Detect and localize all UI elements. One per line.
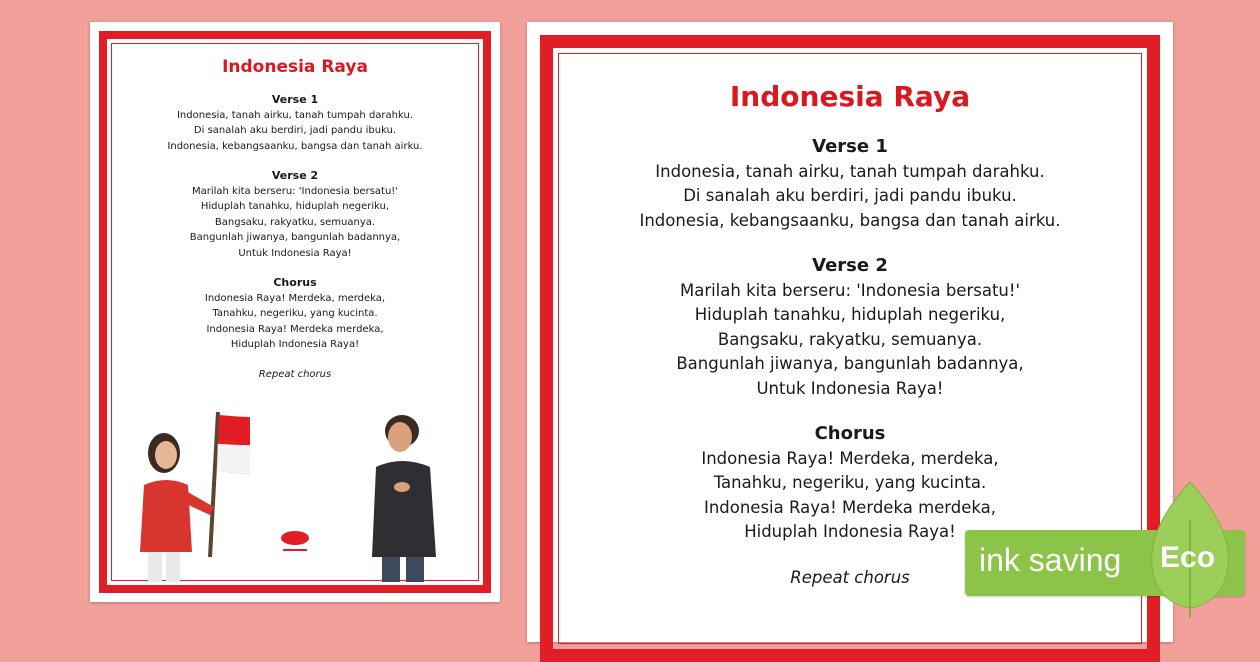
verse-line: Untuk Indonesia Raya! (756, 378, 944, 398)
eco-label: Eco (1160, 541, 1216, 574)
boy-illustration (370, 407, 440, 582)
chorus-line: Hiduplah Indonesia Raya! (744, 522, 956, 541)
chorus-line: Indonesia Raya! Merdeka merdeka, (206, 323, 384, 335)
verse-line: Di sanalah aku berdiri, jadi pandu ibuku. (193, 125, 397, 136)
chorus-line: Tanahku, negeriku, yang kucinta. (212, 308, 378, 319)
verse-line: Bangsaku, rakyatku, semuanya. (214, 216, 376, 228)
verse-line: Bangunlah jiwanya, bangunlah badannya, (189, 232, 401, 243)
chorus-line: Indonesia Raya! Merdeka, merdeka, (204, 292, 386, 304)
poster-preview-small (90, 22, 500, 602)
verse-line: Indonesia, kebangsaanku, bangsa dan tanah airku. (167, 140, 423, 152)
twinkl-logo-icon (275, 527, 315, 555)
repeat-note: Repeat chorus (258, 368, 332, 380)
ink-saving-label: ink saving (979, 542, 1122, 578)
chorus-line: Hiduplah Indonesia Raya! (230, 339, 360, 350)
verse2-heading: Verse 2 (812, 255, 888, 276)
girl-with-flag-illustration (130, 407, 250, 582)
verse-line: Indonesia, tanah airku, tanah tumpah darahku. (655, 161, 1045, 181)
poster-text-large (527, 79, 1173, 590)
poster-text-small (90, 56, 500, 382)
verse-line: Indonesia, tanah airku, tanah tumpah darahku. (176, 109, 414, 121)
chorus-line: Indonesia Raya! Merdeka, merdeka, (701, 448, 999, 468)
repeat-note: Repeat chorus (790, 567, 910, 587)
verse-line: Marilah kita berseru: 'Indonesia bersatu!' (191, 185, 399, 197)
verse-line: Marilah kita berseru: 'Indonesia bersatu!' (679, 280, 1021, 300)
chorus-heading: Chorus (814, 423, 886, 444)
poster-title: Indonesia Raya (729, 80, 971, 113)
chorus-heading: Chorus (273, 276, 317, 289)
verse-line: Hiduplah tanahku, hiduplah negeriku, (694, 305, 1006, 324)
verse-line: Bangunlah jiwanya, bangunlah badannya, (676, 354, 1024, 373)
poster-title: Indonesia Raya (222, 57, 368, 77)
verse-line: Di sanalah aku berdiri, jadi pandu ibuku. (683, 186, 1017, 205)
verse-line: Indonesia, kebangsaanku, bangsa dan tanah airku. (639, 210, 1061, 230)
verse-line: Untuk Indonesia Raya! (238, 247, 352, 259)
verse1-heading: Verse 1 (271, 93, 319, 106)
chorus-line: Tanahku, negeriku, yang kucinta. (713, 473, 987, 492)
verse-line: Bangsaku, rakyatku, semuanya. (717, 329, 983, 349)
verse2-heading: Verse 2 (271, 169, 319, 182)
verse-line: Hiduplah tanahku, hiduplah negeriku, (200, 201, 390, 212)
verse1-heading: Verse 1 (812, 136, 888, 157)
chorus-line: Indonesia Raya! Merdeka merdeka, (703, 497, 997, 517)
